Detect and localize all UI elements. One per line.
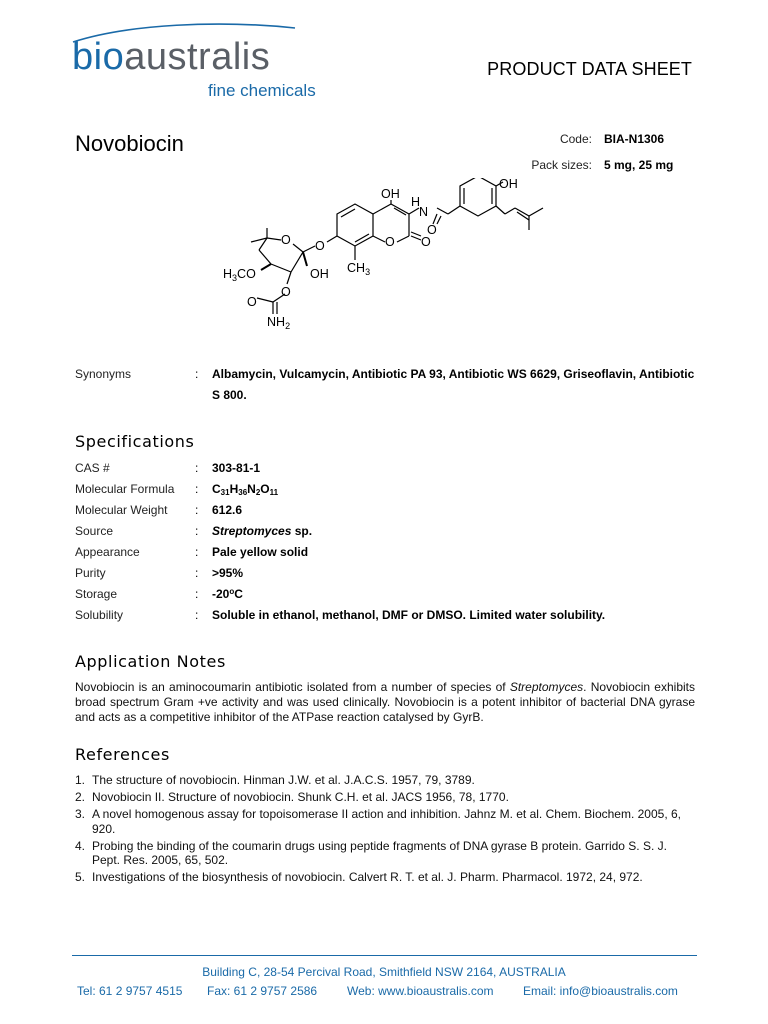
footer-divider	[72, 955, 697, 956]
application-notes-text: Novobiocin is an aminocoumarin antibiotic isolated from a number of species of Streptomyces. Novobiocin exhibits broad spectrum Gram +ve activity and was used clinically. Novobiocin is a potent inhibitor of bacterial DNA gyrase and acts as a competitive inhibitor of the ATPase reaction catalysed by GyrB.	[75, 680, 695, 724]
product-code-label: Code:	[559, 132, 592, 146]
reference-item: 5. Investigations of the biosynthesis of novobiocin. Calvert R. T. et al. J. Pharm. Pharmacol. 1972, 24, 972.	[75, 870, 643, 884]
spec-value: Pale yellow solid	[212, 545, 309, 559]
structure-label: O	[315, 239, 325, 253]
spec-label: Storage	[75, 587, 118, 601]
storage-value: -20$^o$C	[212, 587, 243, 601]
structure-label: $H_3CO$	[223, 267, 256, 283]
spec-label: CAS #	[75, 461, 110, 475]
spec-label: Source	[75, 524, 114, 538]
footer-tel: Tel: 61 2 9757 4515	[77, 984, 183, 998]
spec-label: Molecular Formula	[75, 482, 175, 496]
structure-label: $NH_2$	[267, 315, 291, 331]
structure-label: O	[247, 295, 257, 309]
references-list	[75, 773, 695, 887]
structure-label: H	[411, 195, 421, 209]
product-name: Novobiocin	[75, 131, 184, 156]
spec-colon: :	[195, 461, 199, 475]
synonyms-label: Synonyms	[75, 367, 132, 381]
specifications-heading: Specifications	[75, 432, 195, 451]
reference-item: 3. A novel homogenous assay for topoisomerase II action and inhibition. Jahnz M. et al. Chem. Biochem. 2005, 6, 920.	[75, 807, 682, 836]
spec-colon: :	[195, 566, 199, 580]
structure-label: $CH_3$	[347, 261, 371, 277]
spec-colon: :	[195, 608, 199, 622]
structure-label: N	[419, 205, 429, 219]
spec-value: 612.6	[212, 503, 243, 517]
structure-label: OH	[499, 178, 518, 191]
product-code-value: BIA-N1306	[604, 132, 665, 146]
reference-item: 1. The structure of novobiocin. Hinman J.W. et al. J.A.C.S. 1957, 79, 3789.	[75, 773, 475, 787]
spec-colon: :	[195, 545, 199, 559]
document-title: PRODUCT DATA SHEET	[487, 59, 692, 79]
chemical-structure	[215, 178, 575, 338]
structure-label: O	[427, 223, 437, 237]
spec-value: >95%	[212, 566, 244, 580]
synonyms-row	[75, 367, 700, 409]
logo-wordmark	[72, 38, 270, 76]
footer-address: Building C, 28-54 Percival Road, Smithfield NSW 2164, AUSTRALIA	[202, 965, 566, 979]
structure-label: O	[421, 235, 431, 249]
spec-value: Soluble in ethanol, methanol, DMF or DMSO. Limited water solubility.	[212, 608, 606, 622]
spec-label: Molecular Weight	[75, 503, 168, 517]
structure-label: OH	[381, 187, 400, 201]
spec-value: 303-81-1	[212, 461, 261, 475]
reference-item: 4. Probing the binding of the coumarin drugs using peptide fragments of DNA gyrase B protein. Garrido S. S. J. Pept. Res. 2005, 65, 502.	[75, 838, 667, 867]
synonyms-colon: :	[195, 367, 199, 381]
source-value: Streptomyces sp.	[212, 524, 313, 538]
footer-email-link[interactable]: Email: info@bioaustralis.com	[523, 984, 678, 998]
spec-colon: :	[195, 524, 199, 538]
pack-sizes-label: Pack sizes:	[531, 158, 592, 172]
spec-colon: :	[195, 503, 199, 517]
references-heading: References	[75, 745, 170, 764]
pack-sizes-value: 5 mg, 25 mg	[604, 158, 674, 172]
structure-label: O	[385, 235, 395, 249]
application-notes-heading: Application Notes	[75, 652, 226, 671]
logo-australis-text: australis	[124, 36, 271, 78]
footer-web-link[interactable]: Web: www.bioaustralis.com	[347, 984, 494, 998]
footer-fax: Fax: 61 2 9757 2586	[207, 984, 318, 998]
reference-item: 2. Novobiocin II. Structure of novobiocin. Shunk C.H. et al. JACS 1956, 78, 1770.	[75, 790, 509, 804]
synonyms-value: Albamycin, Vulcamycin, Antibiotic PA 93, Antibiotic WS 6629, Griseoflavin, Antibiotic S 800.	[212, 367, 695, 402]
spec-label: Appearance	[75, 545, 140, 559]
structure-label: O	[281, 233, 291, 247]
spec-colon: :	[195, 587, 199, 601]
logo-bio-text: bio	[72, 36, 125, 78]
spec-label: Solubility	[75, 608, 124, 622]
spec-label: Purity	[75, 566, 106, 580]
structure-label: OH	[310, 267, 329, 281]
molecular-formula-value: $C_{31}H_{36}N_2O_{11}$	[212, 482, 279, 497]
spec-colon: :	[195, 482, 199, 496]
structure-label: O	[281, 285, 291, 299]
logo-tagline: fine chemicals	[208, 81, 316, 100]
